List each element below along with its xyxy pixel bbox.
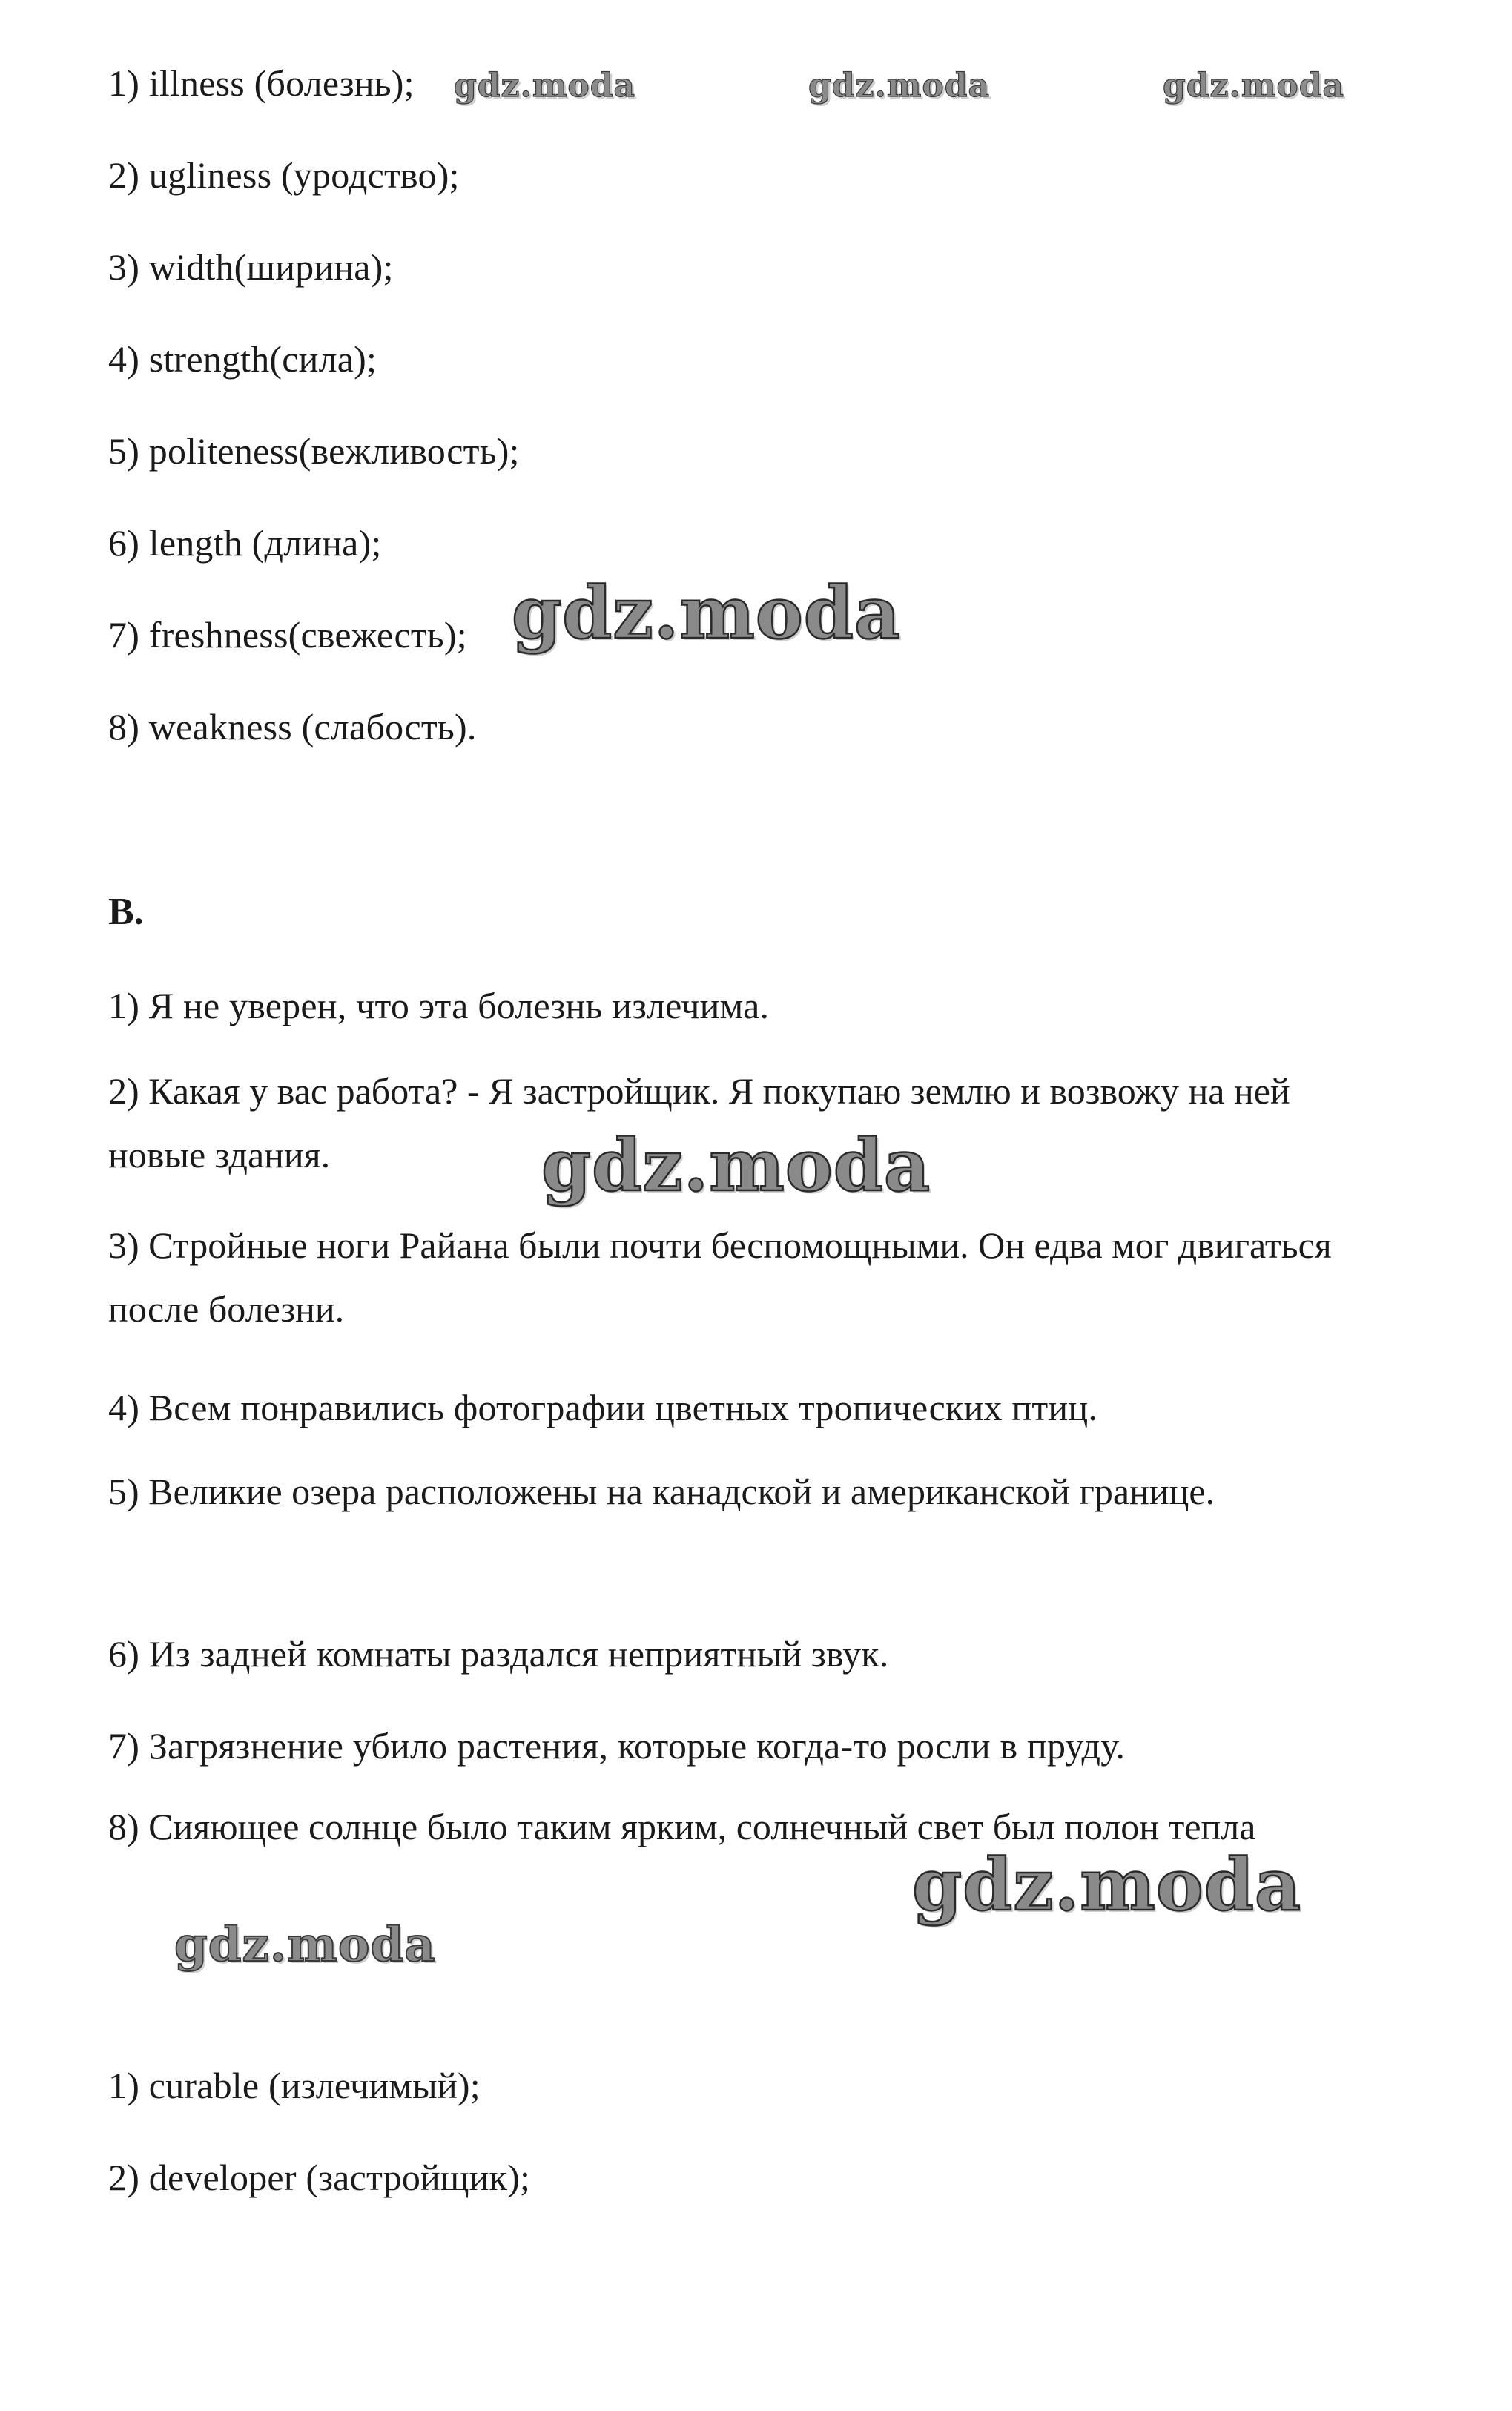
list-item: 1) illness (болезнь); xyxy=(108,62,415,104)
sentence-item: 5) Великие озера расположены на канадской и американской границе. xyxy=(108,1471,1215,1512)
list-item: 1) curable (излечимый); xyxy=(108,2065,481,2106)
section-heading: B. xyxy=(108,891,144,933)
sentence-item: 1) Я не уверен, что эта болезнь излечима. xyxy=(108,985,770,1026)
list-item: 7) freshness(свежесть); xyxy=(108,614,467,656)
sentence-item: 4) Всем понравились фотографии цветных тропических птиц. xyxy=(108,1387,1098,1428)
list-item: 4) strength(сила); xyxy=(108,338,377,380)
list-item: 8) weakness (слабость). xyxy=(108,706,477,748)
list-item: 5) politeness(вежливость); xyxy=(108,430,520,472)
watermark-logo: gdz.moda xyxy=(912,1843,1302,1927)
list-item: 2) developer (застройщик); xyxy=(108,2157,531,2198)
watermark-logo: gdz.moda xyxy=(512,571,902,655)
sentence-item: 3) Стройные ноги Райана были почти беспомощными. Он едва мог двигаться после болезни. xyxy=(108,1224,1332,1330)
list-item: 3) width(ширина); xyxy=(108,246,394,288)
sentence-item: 7) Загрязнение убило растения, которые когда-то росли в пруду. xyxy=(108,1725,1126,1767)
watermark-logo: gdz.moda xyxy=(454,67,636,105)
sentence-item: 6) Из задней комнаты раздался неприятный звук. xyxy=(108,1633,889,1675)
watermark-logo: gdz.moda xyxy=(541,1124,931,1207)
list-item: 6) length (длина); xyxy=(108,522,382,564)
sentence-item: 2) Какая у вас работа? - Я застройщик. Я покупаю землю и возвожу на ней новые здания. xyxy=(108,1070,1290,1175)
sentence-item: 8) Сияющее солнце было таким ярким, солнечный свет был полон тепла xyxy=(108,1806,1256,1847)
watermark-logo: gdz.moda xyxy=(174,1917,436,1973)
list-item: 2) ugliness (уродство); xyxy=(108,154,460,196)
watermark-logo: gdz.moda xyxy=(808,67,991,105)
watermark-logo: gdz.moda xyxy=(1163,67,1345,105)
